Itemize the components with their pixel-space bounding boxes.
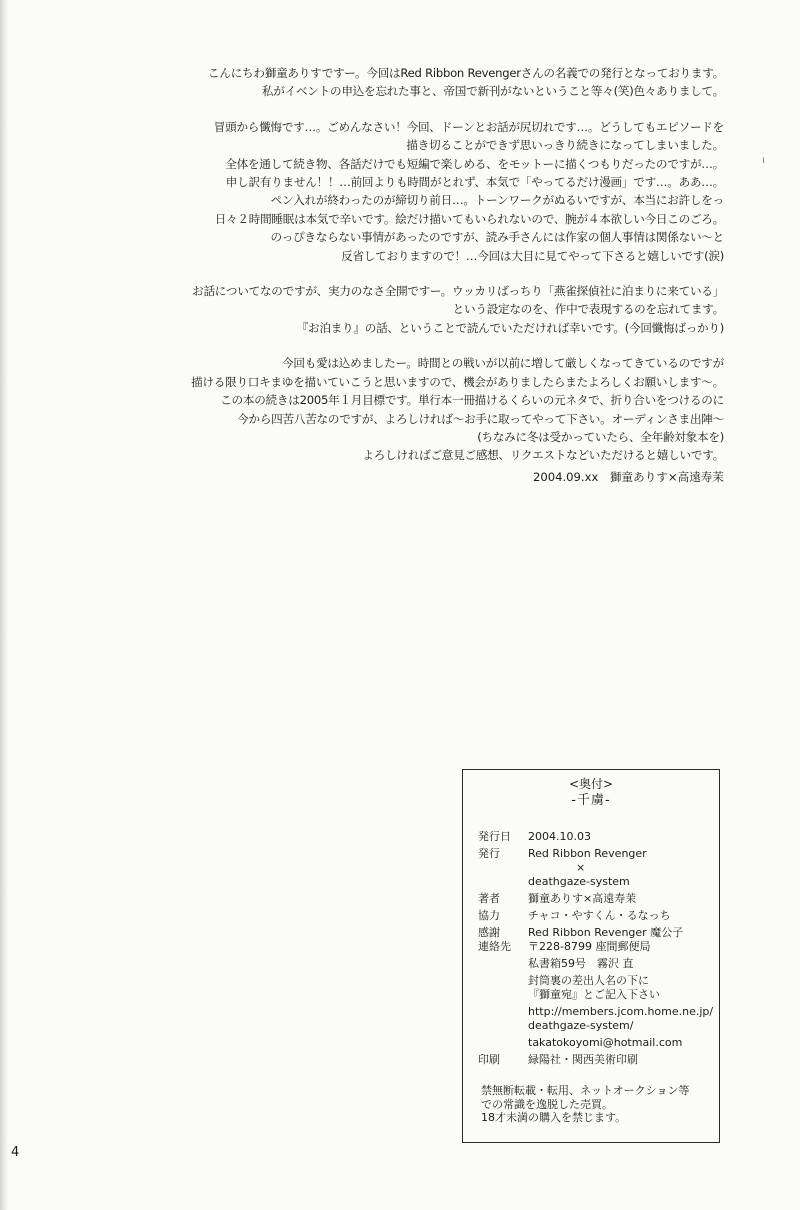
colophon-row-email — [478, 1036, 718, 1050]
row-value: 〒228-8799 座間郵便局 — [528, 940, 651, 953]
row-label: 連絡先 — [478, 940, 511, 953]
text-line: 私がイベントの申込を忘れた事と、帝国で新刊がないということ等々(笑)色々ありまして。 — [261, 84, 724, 99]
text-line: 『お泊まり』の話、ということで読んでいただければ幸いです。(今回懺悔ばっかり) — [296, 320, 724, 335]
colophon-title: <奥付> — [568, 777, 614, 791]
website-url: http://members.jcom.home.ne.jp/ — [528, 1005, 714, 1018]
row-value: deathgaze-system — [528, 875, 630, 888]
row-label: 感謝 — [478, 926, 500, 939]
row-value: Red Ribbon Revenger 魔公子 — [528, 926, 684, 939]
page-number: 4 — [11, 1145, 20, 1160]
margin-mark: ı — [762, 155, 765, 166]
text-line: 今回も愛は込めましたー。時間との戦いが以前に増して厳しくなってきているのですが — [282, 356, 724, 371]
copyright-notice — [481, 1084, 711, 1125]
row-value: × — [576, 861, 586, 874]
afterword-paragraph-1 — [120, 64, 724, 101]
email-address: takatokoyomi@hotmail.com — [528, 1036, 683, 1049]
text-line: こんにちわ獅童ありすですー。今回はRed Ribbon Revengerさんの名義での発行となっております。 — [208, 66, 724, 80]
colophon-row-contact-cont — [478, 988, 718, 1002]
row-value: 2004.10.03 — [528, 830, 591, 843]
text-line: 描ける限り口キまゆを描いていこうと思いますので、機会がありましたらまたよろしくお願いします～。 — [191, 374, 724, 389]
colophon-row-contact-cont — [478, 974, 718, 988]
text-line: (ちなみに冬は受かっていたら、全年齢対象本を) — [477, 429, 724, 444]
colophon-details — [478, 830, 718, 1067]
text-line: ペン入れが終わったのが締切り前日…。トーンワークがぬるいですが、本当にお許しをっ — [270, 193, 724, 208]
colophon-row-printer — [478, 1053, 718, 1067]
text-line: 反省しておりますので！…今回は大目に見てやって下さると嬉しいです(涙) — [341, 248, 724, 263]
website-url-cont: deathgaze-system/ — [528, 1019, 634, 1032]
book-title: -千虜- — [571, 793, 611, 808]
colophon-row-url-cont — [478, 1019, 718, 1033]
text-line: この本の続きは2005年１月目標です。単行本一冊描けるくらいの元ネタで、折り合いをつけるのに — [220, 393, 724, 408]
text-line: 今から四苦八苦なのですが、よろしければ～お手に取ってやって下さい。オーディンさま出陣～ — [237, 411, 724, 426]
text-line: よろしければご意見ご感想、リクエストなどいただけると嬉しいです。 — [362, 448, 724, 463]
row-value: チャコ・やすくん・るなっち — [528, 909, 671, 922]
row-label: 発行日 — [478, 830, 511, 843]
text-line: お話についてなのですが、実力のなさ全開ですー。ウッカリばっちり「燕雀探偵社に泊まりに来ている」 — [192, 284, 724, 299]
colophon-row-contact — [478, 940, 718, 954]
row-value: Red Ribbon Revenger — [528, 847, 647, 860]
row-value: 『獅童宛』とご記入下さい — [528, 988, 660, 1001]
afterword-signature: 2004.09.xx 獅童ありす×高遠寿茉 — [532, 470, 724, 484]
text-line: 申し訳有りません！！…前回よりも時間がとれず、本気で「やってるだけ漫画」です…。ああ…。 — [225, 175, 724, 190]
text-line: のっぴきならない事情があったのですが、読み手さんには作家の個人事情は関係ない～と — [270, 230, 724, 245]
text-line: 描き切ることができず思いっきり続きになってしまいました。 — [406, 138, 724, 153]
notice-line: での常識を逸脱した売買。 — [481, 1097, 613, 1111]
colophon-row-issue-date — [478, 830, 718, 844]
row-label: 協力 — [478, 909, 500, 922]
colophon-row-publisher-cont — [478, 861, 718, 875]
row-label: 印刷 — [478, 1053, 500, 1066]
afterword-paragraph-2 — [120, 118, 724, 265]
row-label: 発行 — [478, 847, 500, 860]
text-line: 日々２時間睡眠は本気で辛いです。絵だけ描いてもいられないので、腕が４本欲しい今日このごろ。 — [214, 211, 724, 226]
text-line: という設定なのを、作中で表現するのを忘れてます。 — [452, 302, 724, 317]
colophon-row-author — [478, 892, 718, 906]
row-value: 獅童ありす×高遠寿茉 — [528, 892, 637, 905]
colophon-row-thanks — [478, 926, 718, 940]
notice-line: 18才未満の購入を禁じます。 — [481, 1111, 627, 1124]
row-value: 私書箱59号 霧沢 直 — [528, 957, 634, 970]
colophon-row-cooperation — [478, 909, 718, 923]
row-value: 緑陽社・関西美術印刷 — [528, 1053, 638, 1066]
page-edge-shadow — [0, 0, 9, 1210]
colophon-row-publisher — [478, 847, 718, 861]
afterword-paragraph-3 — [120, 282, 724, 337]
colophon-row-publisher-cont — [478, 875, 718, 889]
row-value: 封筒裏の差出人名の下に — [528, 974, 649, 987]
afterword-paragraph-4 — [120, 354, 724, 464]
colophon-row-contact-cont — [478, 957, 718, 971]
text-line: 冒頭から懺悔です…。ごめんなさい！今回、ドーンとお話が尻切れです…。どうしてもエピソードを — [213, 119, 724, 134]
text-line: 全体を通して続き物、各話だけでも短編で楽しめる、をモットーに描くつもりだったのですが…。 — [225, 156, 724, 171]
colophon-row-url — [478, 1005, 718, 1019]
row-label: 著者 — [478, 892, 500, 905]
colophon-box — [462, 769, 720, 1143]
afterword-text — [120, 64, 724, 482]
notice-line: 禁無断転載・転用、ネットオークション等 — [481, 1084, 690, 1097]
